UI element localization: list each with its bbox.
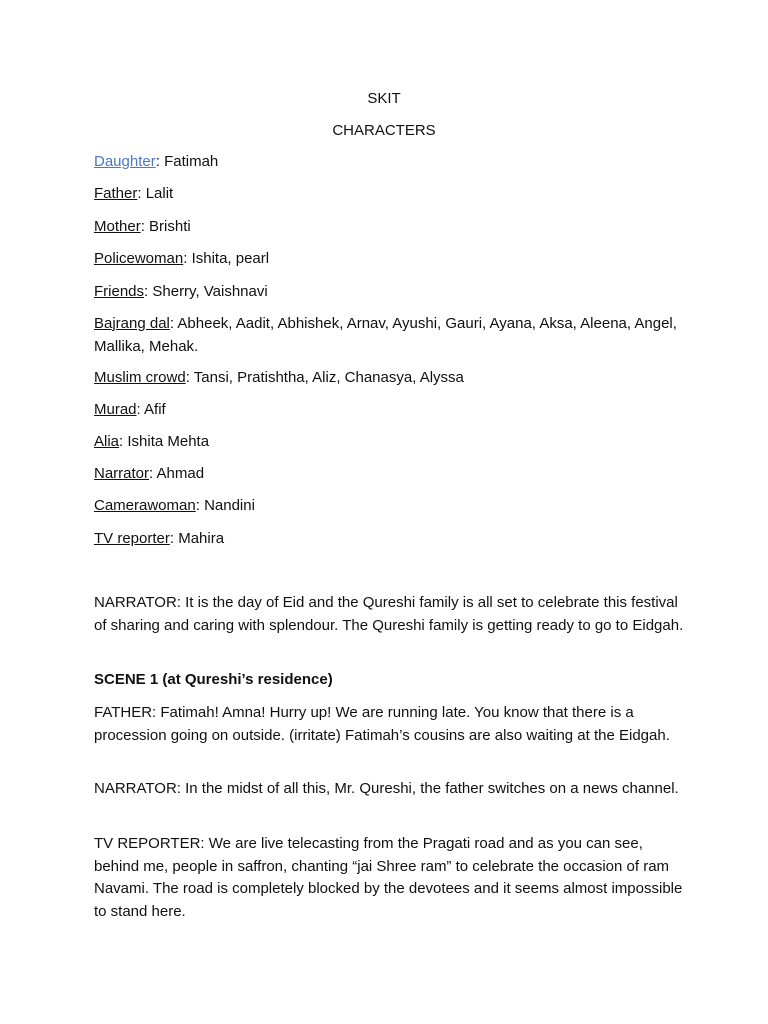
character-role: Narrator xyxy=(94,465,150,482)
character-line-narrator xyxy=(94,463,684,486)
character-names: Ahmad xyxy=(156,465,205,482)
separator: : xyxy=(119,433,128,450)
character-names: Afif xyxy=(144,401,166,418)
character-line-camerawoman xyxy=(94,495,684,518)
character-line-policewoman xyxy=(94,248,684,271)
separator: : xyxy=(169,530,179,547)
separator: : xyxy=(183,250,192,267)
character-role: Murad xyxy=(94,401,137,418)
separator: : xyxy=(136,401,145,418)
document-title: SKIT xyxy=(367,90,401,107)
characters-heading: CHARACTERS xyxy=(332,122,436,139)
character-line-friends xyxy=(94,281,684,304)
character-names: Tansi, Pratishtha, Aliz, Chanasya, Alyssa xyxy=(193,369,464,386)
character-line-murad xyxy=(94,399,684,422)
character-line-alia xyxy=(94,431,684,454)
separator: : xyxy=(169,315,178,332)
scene-heading: SCENE 1 (at Qureshi’s residence) xyxy=(94,671,333,688)
character-role: TV reporter xyxy=(94,530,170,547)
character-role: Alia xyxy=(94,433,120,450)
character-role: Camerawoman xyxy=(94,497,196,514)
separator: : xyxy=(185,369,194,386)
character-names: Ishita, pearl xyxy=(191,250,270,267)
separator: : xyxy=(140,218,150,235)
character-names: Brishti xyxy=(149,218,191,235)
character-names: Sherry, Vaishnavi xyxy=(152,283,268,300)
character-names: Ishita Mehta xyxy=(127,433,210,450)
character-line-muslim-crowd xyxy=(94,367,684,390)
character-line-daughter xyxy=(94,151,684,174)
character-role-link[interactable]: Daughter xyxy=(94,153,156,170)
character-role: Bajrang dal xyxy=(94,315,170,332)
narrator-paragraph-2: NARRATOR: In the midst of all this, Mr. Qureshi, the father switches on a news channel. xyxy=(94,780,679,797)
separator: : xyxy=(155,153,165,170)
character-names: Nandini xyxy=(204,497,255,514)
character-role: Father xyxy=(94,185,138,202)
character-line-bajrang-dal xyxy=(94,313,684,358)
character-names: Abheek, Aadit, Abhishek, Arnav, Ayushi, Gauri, Ayana, Aksa, Aleena, Angel, Mallika, Mehak. xyxy=(94,315,677,355)
character-line-father xyxy=(94,183,684,206)
separator: : xyxy=(195,497,205,514)
character-role: Mother xyxy=(94,218,141,235)
character-line-tv-reporter xyxy=(94,528,684,551)
separator: : xyxy=(149,465,157,482)
father-paragraph: FATHER: Fatimah! Amna! Hurry up! We are running late. You know that there is a procession going on outside. (irritate) Fatimah’s cousins are also waiting at the Eidgah. xyxy=(94,704,670,744)
character-names: Fatimah xyxy=(164,153,219,170)
separator: : xyxy=(144,283,153,300)
character-role: Friends xyxy=(94,283,145,300)
character-line-mother xyxy=(94,216,684,239)
character-names: Lalit xyxy=(145,185,174,202)
character-names: Mahira xyxy=(178,530,225,547)
character-role: Muslim crowd xyxy=(94,369,186,386)
character-role: Policewoman xyxy=(94,250,184,267)
narrator-paragraph: NARRATOR: It is the day of Eid and the Qureshi family is all set to celebrate this festival of sharing and caring with splendour. The Qureshi family is getting ready to go to Eidgah. xyxy=(94,594,684,634)
tv-reporter-paragraph: TV REPORTER: We are live telecasting from the Pragati road and as you can see, behind me, people in saffron, chanting “jai Shree ram” to celebrate the occasion of ram Navami. The road is completely blocked by the devotees and it seems almost impossible to stand here. xyxy=(94,835,683,920)
separator: : xyxy=(137,185,146,202)
